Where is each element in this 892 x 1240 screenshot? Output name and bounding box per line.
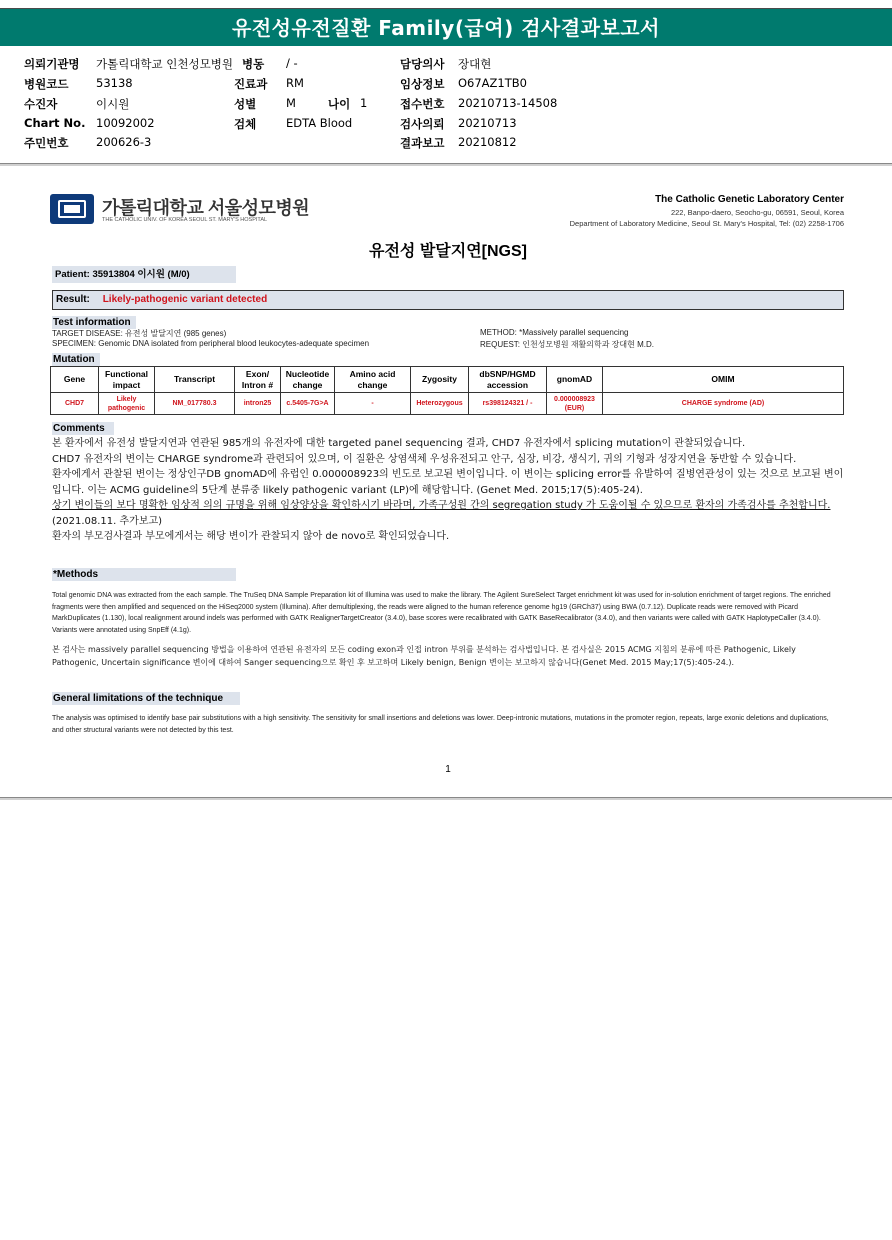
test-info-heading: Test information [52,316,136,329]
hospital-name: 가톨릭대학교 서울성모병원 [102,198,310,218]
col-gnomad: gnomAD [547,367,603,393]
col-zygosity: Zygosity [411,367,469,393]
specimen: EDTA Blood [286,116,353,130]
method-info: METHOD: *Massively parallel sequencing [480,328,629,337]
chart-no: 10092002 [96,116,155,130]
col-exon-intron: Exon/ Intron # [235,367,281,393]
comment-line: CHD7 유전자의 변이는 CHARGE syndrome과 관련되어 있으며, 이 질환은 상염색체 우성유전되고 안구, 심장, 비강, 생식기, 귀의 기형과 성장지연을 동반할 수 있습니다. [52,453,797,465]
cell-transcript: NM_017780.3 [155,393,235,415]
cell-zygosity: Heterozygous [411,393,469,415]
hospital-subtitle: THE CATHOLIC UNIV. OF KOREA SEOUL ST. MARY'S HOSPITAL [102,217,268,223]
cell-functional-impact: Likely pathogenic [99,393,155,415]
lab-center-title: The Catholic Genetic Laboratory Center [655,194,844,205]
col-nucleotide-change: Nucleotide change [281,367,335,393]
lab-center-dept: Department of Laboratory Medicine, Seoul St. Mary's Hospital, Tel: (02) 2258-1706 [569,219,844,228]
divider [0,163,892,166]
methods-korean: 본 검사는 massively parallel sequencing 방법을 이용하여 연관된 유전자의 모든 coding exon과 인접 intron 부위를 분석하는 검사법입니다. 본 검사실은 2015 ACMG 지침의 분류에 따른 Pathogenic, Likely Pathogenic, Uncertain significance 변이에 대하여 Sanger sequencing으로 확인 후 보고하며 Likely benign, Benign 변이는 보고하지 않습니다(Genet Med. 2015 May;17(5):405-24.). [52,645,796,667]
chart-no-label: Chart No. [24,116,86,130]
cell-amino-acid-change: - [335,393,411,415]
patient-header [24,54,874,154]
doctor-label: 담당의사 [400,57,445,71]
ward: / - [286,56,298,70]
lab-center-address: 222, Banpo-daero, Seocho-gu, 06591, Seoul, Korea [670,208,844,217]
result-label: Result: [56,294,90,305]
mutation-heading: Mutation [52,353,100,366]
receipt-no: 20210713-14508 [458,96,558,110]
comment-line: (2021.08.11. 추가보고) [52,515,163,527]
examinee-label: 수진자 [24,97,58,111]
report-date: 20210812 [458,135,517,149]
examinee: 이시원 [96,97,130,111]
comment-line: 환자에게서 관찰된 변이는 정상인구DB gnomAD에 유럽인 0.000008923의 빈도로 보고된 변이입니다. 이 변이는 splicing error를 유발하여 질병연관성이 있는 것으로 보고된 변이입니다. 이는 ACMG guideline의 5단계 분류중 likely pathogenic variant (LP)에 해당합니다. (Genet Med. 2015;17(5):405-24). [52,469,844,496]
age-label: 나이 [328,97,351,111]
report-title: 유전성유전질환 Family(급여) 검사결과보고서 [0,8,892,46]
col-dbsnp: dbSNP/HGMD accession [469,367,547,393]
cell-omim: CHARGE syndrome (AD) [603,393,844,415]
cell-nucleotide-change: c.5405-7G>A [281,393,335,415]
dept-label: 진료과 [234,77,268,91]
sex: M [286,96,296,110]
doctor: 장대현 [458,57,492,71]
sex-label: 성별 [234,97,257,111]
col-transcript: Transcript [155,367,235,393]
receipt-no-label: 접수번호 [400,97,445,111]
resident-no: 200626-3 [96,135,152,149]
document-title: 유전성 발달지연[NGS] [369,243,527,260]
limitations-heading: General limitations of the technique [52,692,240,705]
specimen-info: SPECIMEN: Genomic DNA isolated from peripheral blood leukocytes-adequate specimen [52,339,370,348]
request-date-label: 검사의뢰 [400,117,445,131]
request-info: REQUEST: 인천성모병원 재활의학과 장대현 M.D. [480,340,654,349]
request-org: 가톨릭대학교 인천성모병원 [96,57,233,71]
resident-no-label: 주민번호 [24,136,69,150]
methods-english: Total genomic DNA was extracted from the each sample. The TruSeq DNA Sample Preparation kit of Illumina was used to make the library. The Agilent SureSelect Target enrichment kit was used for in-solution enrichment of target regions. The enriched fragments were then amplified and sequenced on the HiSeq2000 system (Illumina). After demultiplexing, the reads were aligned to the human reference genome hg19 (GRCh37) using BWA (0.7.12). Duplicate reads were removed with Picard MarkDuplicates (1.130), local realignment around indels was performed with GATK RealignerTargetCreator (3.4.0), base scores were recalibrated with GATK BaseRecalibrator (3.4.0), and then variants were called with GATK HaplotypeCaller (3.4.0). Variants were annotated using SnpEff (4.1g). [52,592,831,634]
dept: RM [286,76,304,90]
limitations-text: The analysis was optimised to identify base pair substitutions with a high sensitivity. The sensitivity for small insertions and deletions was lower. Deep-intronic mutations, mutations in the promoter region, repeats, large exonic deletions and duplications, and other structural variants were not detected by this test. [52,715,829,734]
clinical-info: O67AZ1TB0 [458,76,527,90]
result-box [52,290,844,310]
mutation-table [50,366,844,415]
divider [0,797,892,800]
request-org-label: 의뢰기관명 [24,57,80,71]
report-date-label: 결과보고 [400,136,445,150]
col-omim: OMIM [603,367,844,393]
comment-line: 상기 변이들의 보다 명확한 임상적 의의 규명을 위해 임상양상을 확인하시기 바라며, 가족구성원 간의 segregation study 가 도움이될 수 있으므로 환자의 가족검사를 추천합니다. [52,500,831,511]
clinical-info-label: 임상정보 [400,77,445,91]
page-number: 1 [445,764,451,775]
col-amino-acid-change: Amino acid change [335,367,411,393]
comment-line: 환자의 부모검사결과 부모에게서는 해당 변이가 관찰되지 않아 de novo로 확인되었습니다. [52,531,450,542]
hospital-logo-icon [50,194,94,224]
result-value: Likely-pathogenic variant detected [102,294,268,305]
hospital-code: 53138 [96,76,133,90]
cell-gene: CHD7 [51,393,99,415]
col-functional-impact: Functional impact [99,367,155,393]
patient-info: Patient: 35913804 이시원 (M/0) [52,266,236,283]
ward-label: 병동 [242,57,265,71]
report-page [50,180,846,780]
methods-heading: *Methods [52,568,236,581]
table-header-row [51,367,844,393]
table-row [51,393,844,415]
comments-body [52,436,844,545]
specimen-label: 검체 [234,117,257,131]
comments-heading: Comments [52,422,114,435]
cell-exon-intron: intron25 [235,393,281,415]
cell-dbsnp: rs398124321 / - [469,393,547,415]
col-gene: Gene [51,367,99,393]
request-date: 20210713 [458,116,517,130]
cell-gnomad: 0.000008923 (EUR) [547,393,603,415]
age: 1 [360,96,368,110]
hospital-code-label: 병원코드 [24,77,69,91]
comment-line: 본 환자에서 유전성 발달지연과 연관된 985개의 유전자에 대한 targeted panel sequencing 결과, CHD7 유전자에서 splicing mutation이 관찰되었습니다. [52,438,746,449]
target-disease: TARGET DISEASE: 유전성 발달지연 (985 genes) [52,329,227,338]
